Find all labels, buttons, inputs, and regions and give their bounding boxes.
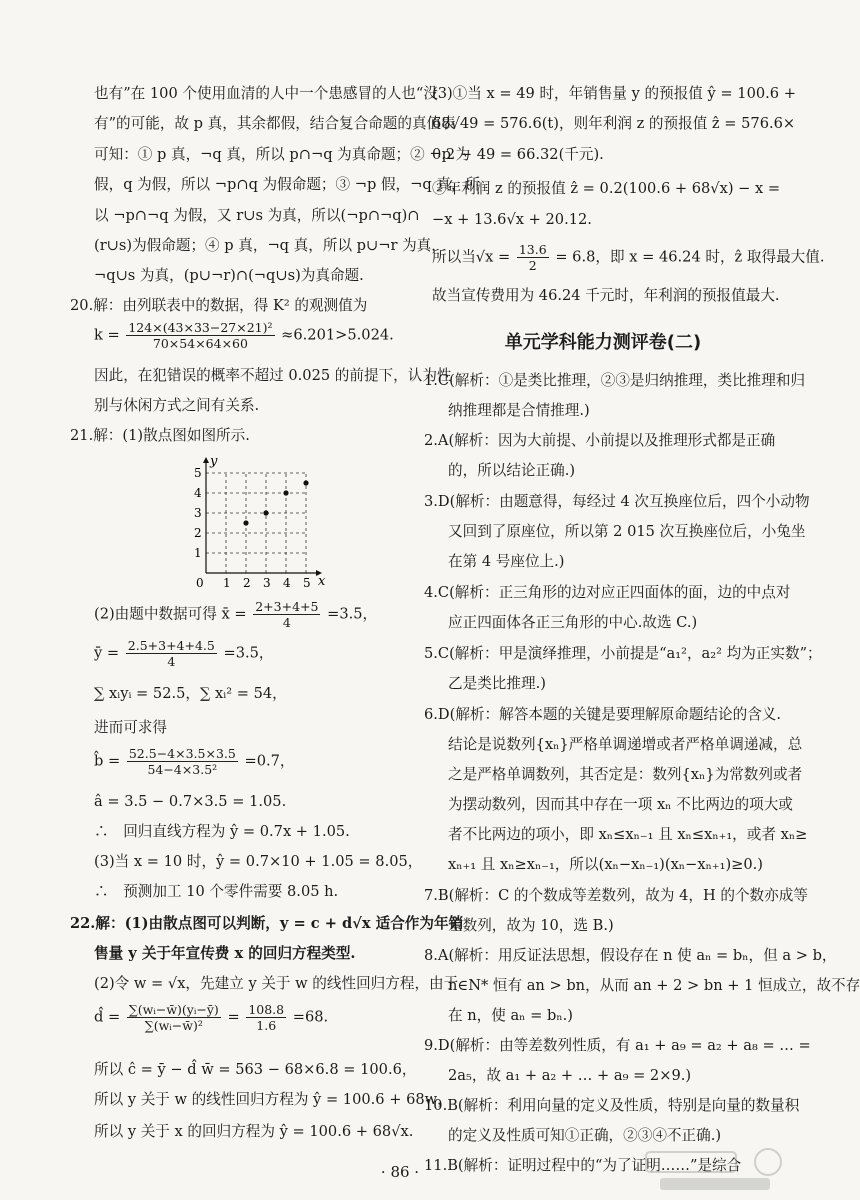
- text-line: 所以 y 关于 x 的回归方程为 ŷ = 100.6 + 68√x.: [94, 1123, 414, 1140]
- d-hat-value-fraction: $\frac{108.8}{1.6}$: [248, 1002, 285, 1033]
- text-line: 假，q 为假，所以 ¬p∩q 为假命题；③ ¬p 假，¬q 真，所: [94, 176, 481, 193]
- y-tick-label: 3: [194, 506, 202, 520]
- text-line: n∈N* 恒有 an > bn，从而 an + 2 > bn + 1 恒成立，故不存: [448, 977, 860, 994]
- sqrt-x-fraction: $\frac{13.6}{2}$: [518, 242, 547, 273]
- problem-22-heading: 22.解：(1)由散点图可以判断，y = c + d√x 适合作为年销: [70, 915, 464, 932]
- text-line: 结论是说数列{xₙ}严格单调递增或者严格单调递减，总: [448, 736, 803, 753]
- sum-line: ∑ xᵢyᵢ = 52.5，∑ xᵢ² = 54，: [94, 685, 287, 702]
- scatter-grid: [206, 473, 306, 573]
- answer-item: 3.D(解析：由题意得，每经过 4 次互换座位后，四个小动物: [424, 493, 810, 510]
- ybar-fraction: $\frac{2.5+3+4+4.5}{4}$: [127, 638, 215, 669]
- xbar-fraction: $\frac{2+3+4+5}{4}$: [255, 599, 319, 630]
- text-line: 纳推理都是合情推理.): [448, 402, 590, 419]
- text-line: 68√49 = 576.6(t)，则年利润 z 的预报值 ẑ = 576.6×: [432, 115, 796, 132]
- text-line: (2)令 w = √x，先建立 y 关于 w 的线性回归方程，由于: [94, 975, 459, 992]
- text-line: 0.2 − 49 = 66.32(千元).: [432, 146, 604, 163]
- data-point: [283, 490, 288, 495]
- problem-21-heading: 21.解：(1)散点图如图所示.: [70, 427, 250, 444]
- x-tick-label: 2: [243, 576, 251, 590]
- x-tick-label: 1: [223, 576, 231, 590]
- y-axis-arrow: [203, 457, 209, 463]
- y-tick-label: 2: [194, 526, 202, 540]
- text-line: 故当宣传费用为 46.24 千元时，年利润的预报值最大.: [432, 287, 780, 304]
- data-point: [263, 510, 268, 515]
- problem-20-heading: 20.解：由列联表中的数据，得 K² 的观测值为: [70, 297, 368, 314]
- text-line: 所以 y 关于 w 的线性回归方程为 ŷ = 100.6 + 68w，: [94, 1091, 452, 1108]
- x-tick-label: 4: [283, 576, 291, 590]
- text-line: 的，所以结论正确.): [448, 462, 576, 479]
- y-tick-label: 5: [194, 466, 202, 480]
- answer-item: 10.B(解析：利用向量的定义及性质，特别是向量的数量积: [424, 1097, 800, 1114]
- answer-item: 4.C(解析：正三角形的边对应正四面体的面，边的中点对: [424, 584, 791, 601]
- answer-item: 6.D(解析：解答本题的关键是要理解原命题结论的含义.: [424, 706, 782, 723]
- text-line: 有”的可能，故 p 真，其余都假，结合复合命题的真值表: [94, 115, 456, 132]
- answer-item: 8.A(解析：用反证法思想，假设存在 n 使 aₙ = bₙ，但 a > b，: [424, 947, 837, 964]
- answer-item: 1.C(解析：①是类比推理，②③是归纳推理，类比推理和归: [424, 372, 806, 389]
- scatter-points: [243, 480, 308, 525]
- text-line: −x + 13.6√x + 20.12.: [432, 211, 592, 228]
- text-line: 所以 ĉ = ȳ − d̂ w̄ = 563 − 68×6.8 = 100.6，: [94, 1061, 417, 1078]
- y-tick-label: 4: [194, 486, 202, 500]
- text-line: 又回到了原座位，所以第 2 015 次互换座位后，小兔坐: [448, 523, 806, 540]
- text-line: 售量 y 关于年宣传费 x 的回归方程类型.: [94, 945, 356, 962]
- text-line: 别与休闲方式之间有关系.: [94, 397, 260, 414]
- text-line: 进而可求得: [94, 719, 167, 736]
- text-line: (3)①当 x = 49 时，年销售量 y 的预报值 ŷ = 100.6 +: [432, 85, 796, 102]
- text-line: 也有”在 100 个使用血清的人中一个患感冒的人也“没: [94, 85, 438, 102]
- scatter-ticks: [194, 466, 311, 590]
- y-axis-label: y: [210, 454, 218, 469]
- data-point: [303, 480, 308, 485]
- x-tick-label: 5: [303, 576, 311, 590]
- k2-fraction: $\frac{\text{124×(43×33−27×21)²}}{70\times 54\times 64\times 60}$: [128, 320, 273, 351]
- text-line: 在 n，使 aₙ = bₙ.): [448, 1007, 573, 1024]
- scatter-axes: [203, 457, 322, 576]
- text-line: 差数列，故为 10，选 B.): [448, 917, 614, 934]
- ybar-formula: ȳ = $\frac{2.5+3+4+4.5}{4}$ =3.5，: [94, 638, 274, 669]
- text-line: â = 3.5 − 0.7×3.5 = 1.05.: [94, 793, 287, 810]
- scatter-plot: [98, 454, 328, 590]
- text-line: (r∪s)为假命题；④ p 真，¬q 真，所以 p∪¬r 为真，: [94, 237, 446, 254]
- answer-item: 2.A(解析：因为大前提、小前提以及推理形式都是正确: [424, 432, 776, 449]
- text-line: 应正四面体各正三角形的中心.故选 C.): [448, 614, 698, 631]
- page-number: · 86 ·: [380, 1163, 420, 1181]
- b-hat-fraction: $\frac{52.5-4\times 3.5\times 3.5}{\text{54−4×3.5²}}$: [128, 746, 236, 777]
- answer-item: 5.C(解析：甲是演绎推理，小前提是“a₁²，a₂² 均为正实数”；: [424, 645, 822, 662]
- text-line: 可知：① p 真，¬q 真，所以 p∩¬q 为真命题；② ¬p 为: [94, 146, 471, 163]
- text-line: (3)当 x = 10 时，ŷ = 0.7×10 + 1.05 = 8.05，: [94, 853, 423, 870]
- answer-item: 9.D(解析：由等差数列性质，有 a₁ + a₉ = a₂ + a₈ = … =: [424, 1037, 811, 1054]
- text-line: 者不比两边的项小，即 xₙ≤xₙ₋₁ 且 xₙ≤xₙ₊₁，或者 xₙ≥: [448, 826, 808, 843]
- x-tick-label: 0: [196, 576, 204, 590]
- watermark-logo: [640, 1146, 790, 1194]
- section-title: 单元学科能力测评卷(二): [504, 332, 702, 353]
- text-line: xₙ₊₁ 且 xₙ≥xₙ₋₁，所以(xₙ−xₙ₋₁)(xₙ−xₙ₊₁)≥0.): [448, 856, 763, 873]
- text-line: ∴ 预测加工 10 个零件需要 8.05 h.: [94, 883, 339, 900]
- text-line: 因此，在犯错误的概率不超过 0.025 的前提下，认为性: [94, 367, 452, 384]
- x-tick-label: 3: [263, 576, 271, 590]
- answer-item: 11.B(解析：证明过程中的“为了证明……”是综合: [424, 1157, 742, 1174]
- text-line: 以 ¬p∩¬q 为假，又 r∪s 为真，所以(¬p∩¬q)∩: [94, 207, 420, 224]
- text-line: 2a₅，故 a₁ + a₂ + … + a₉ = 2×9.): [448, 1067, 692, 1084]
- xbar-formula: (2)由题中数据可得 x̄ = $\frac{2+3+4+5}{4}$ =3.5，: [94, 599, 378, 630]
- text-line: 的定义及性质可知①正确，②③④不正确.): [448, 1127, 722, 1144]
- sqrt-x-formula: 所以当√x = $\frac{13.6}{2}$ = 6.8，即 x = 46.24 时，ẑ 取得最大值.: [432, 242, 825, 273]
- x-axis-label: x: [318, 574, 326, 589]
- y-tick-label: 1: [194, 546, 202, 560]
- text-line: 乙是类比推理.): [448, 675, 546, 692]
- text-line: 为摆动数列，因而其中存在一项 xₙ 不比两边的项大或: [448, 796, 793, 813]
- text-line: 之是严格单调数列，其否定是：数列{xₙ}为常数列或者: [448, 766, 803, 783]
- text-line: ②年利润 z 的预报值 ẑ = 0.2(100.6 + 68√x) − x =: [432, 180, 781, 197]
- data-point: [243, 520, 248, 525]
- text-line: ∴ 回归直线方程为 ŷ = 0.7x + 1.05.: [94, 823, 350, 840]
- d-hat-fraction: $\frac{\text{∑(wᵢ−w̄)(yᵢ−ȳ)}}{\text{∑(wᵢ−w̄)²}}$: [128, 1002, 219, 1033]
- text-line: ¬q∪s 为真，(p∪¬r)∩(¬q∪s)为真命题.: [94, 267, 364, 284]
- answer-item: 7.B(解析：C 的个数成等差数列，故为 4，H 的个数亦成等: [424, 887, 808, 904]
- text-line: 在第 4 号座位上.): [448, 553, 565, 570]
- k2-formula: k = $\frac{\text{124×(43×33−27×21)²}}{70\times 54\times 64\times 60}$ ≈6.201>5.024.: [94, 320, 394, 351]
- b-hat-formula: b̂ = $\frac{52.5-4\times 3.5\times 3.5}{\text{54−4×3.5²}}$ =0.7，: [94, 746, 295, 777]
- d-hat-formula: d̂ = $\frac{\text{∑(wᵢ−w̄)(yᵢ−ȳ)}}{\text{∑(wᵢ−w̄)²}}$ = $\frac{108.8}{1.6}$ =68.: [94, 1002, 329, 1033]
